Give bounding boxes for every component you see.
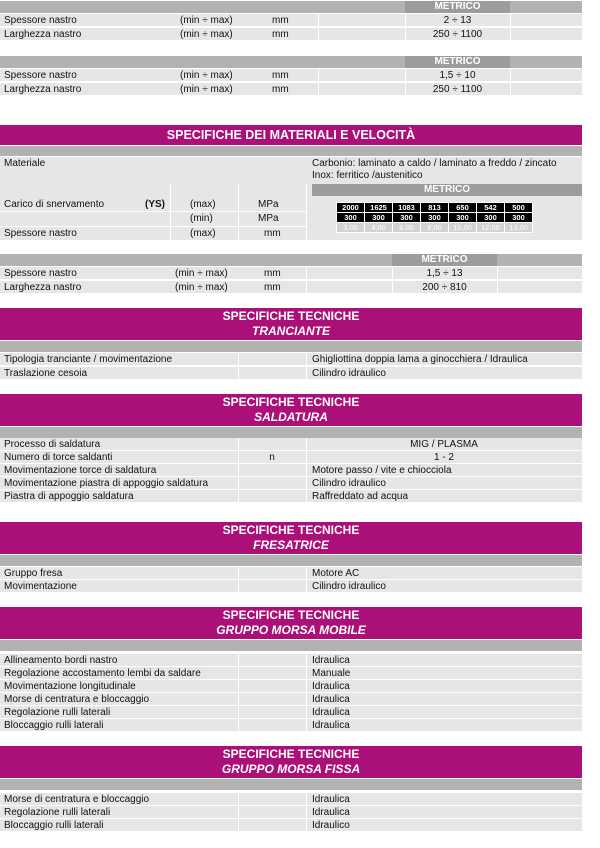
row-label: Regolazione accostamento lembi da saldare xyxy=(4,668,201,679)
ys-max-value: 1083 xyxy=(393,203,421,213)
row-label: Bloccaggio rulli laterali xyxy=(4,720,104,731)
row-label: Regolazione rulli laterali xyxy=(4,807,111,818)
fresatrice-section-title: SPECIFICHE TECNICHE FRESATRICE xyxy=(0,522,582,554)
table-row xyxy=(0,667,582,680)
row-value: Idraulico xyxy=(312,820,350,831)
row-unit: mm xyxy=(272,70,289,81)
ys-max-value: 2000 xyxy=(337,203,365,213)
row-value: 250 ÷ 1100 xyxy=(432,84,483,95)
row-range: (min ÷ max) xyxy=(180,70,233,81)
row-label: Movimentazione piastra di appoggio saldatura xyxy=(4,478,209,489)
row-value: 1 - 2 xyxy=(433,452,454,463)
table-row xyxy=(0,367,582,380)
saldatura-subheader-bar xyxy=(0,427,582,438)
tranciante-section-title: SPECIFICHE TECNICHE TRANCIANTE xyxy=(0,308,582,340)
row-value: Idraulica xyxy=(312,807,350,818)
ys-block xyxy=(0,184,582,240)
block2-header-bar xyxy=(0,56,582,68)
ys-abbr: (YS) xyxy=(145,199,165,210)
ys-min-value: 300 xyxy=(505,213,533,223)
row-label: Piastra di appoggio saldatura xyxy=(4,491,134,502)
table-row xyxy=(0,69,582,82)
table-row xyxy=(0,267,582,280)
row-unit: mm xyxy=(264,282,281,293)
row-unit: n xyxy=(269,452,275,463)
row-value: 250 ÷ 1100 xyxy=(432,29,483,40)
row-range: (min ÷ max) xyxy=(175,282,228,293)
morsa-fissa-section-title: SPECIFICHE TECNICHE GRUPPO MORSA FISSA xyxy=(0,746,582,778)
row-unit: mm xyxy=(272,84,289,95)
block2-metrico-label: METRICO xyxy=(405,56,510,68)
row-range: (min ÷ max) xyxy=(180,84,233,95)
table-row xyxy=(0,806,582,819)
row-label: Morse di centratura e bloccaggio xyxy=(4,694,150,705)
table-row xyxy=(0,719,582,732)
row-value: Cilindro idraulico xyxy=(312,581,386,592)
thickness-value: 6,00 xyxy=(393,223,421,233)
material-row xyxy=(0,157,582,184)
row-value: Idraulica xyxy=(312,707,350,718)
row-value: Idraulica xyxy=(312,794,350,805)
morsa-fissa-subheader-bar xyxy=(0,779,582,790)
row-label: Movimentazione torce di saldatura xyxy=(4,465,157,476)
material-label: Materiale xyxy=(4,158,46,169)
table-row xyxy=(0,567,582,580)
row-unit: mm xyxy=(272,29,289,40)
row-value: MIG / PLASMA xyxy=(410,439,478,450)
row-value: Idraulica xyxy=(312,720,350,731)
thickness-label: Spessore nastro xyxy=(4,228,77,239)
ys-max-value: 813 xyxy=(421,203,449,213)
table-row xyxy=(0,451,582,464)
row-value: Cilindro idraulico xyxy=(312,368,386,379)
row-label: Larghezza nastro xyxy=(4,84,82,95)
table-row xyxy=(0,28,582,41)
table-row xyxy=(0,464,582,477)
table-row xyxy=(0,477,582,490)
ys-min-value: 300 xyxy=(365,213,393,223)
thickness-value: 4,00 xyxy=(365,223,393,233)
tranciante-subheader-bar xyxy=(0,341,582,352)
row-label: Numero di torce saldanti xyxy=(4,452,113,463)
ys-max-value: 1625 xyxy=(365,203,393,213)
table-row xyxy=(0,793,582,806)
thickness-unit: mm xyxy=(264,228,281,239)
block1-header-bar xyxy=(0,1,582,13)
ys-max-value: 542 xyxy=(477,203,505,213)
row-value: Motore passo / vite e chiocciola xyxy=(312,465,452,476)
materials-section-title: SPECIFICHE DEI MATERIALI E VELOCITÀ xyxy=(0,125,582,145)
row-label: Spessore nastro xyxy=(4,268,77,279)
block3-header-bar xyxy=(0,254,582,266)
row-label: Bloccaggio rulli laterali xyxy=(4,820,104,831)
row-value: Idraulica xyxy=(312,655,350,666)
row-unit: mm xyxy=(264,268,281,279)
row-label: Allineamento bordi nastro xyxy=(4,655,118,666)
thickness-value: 12,00 xyxy=(477,223,505,233)
table-row xyxy=(0,490,582,503)
row-label: Spessore nastro xyxy=(4,70,77,81)
ys-min-value: 300 xyxy=(449,213,477,223)
materials-subheader-bar xyxy=(0,146,582,156)
row-label: Regolazione rulli laterali xyxy=(4,707,111,718)
row-value: 1,5 ÷ 10 xyxy=(439,70,476,81)
row-value: Idraulica xyxy=(312,694,350,705)
row-label: Spessore nastro xyxy=(4,15,77,26)
row-value: Cilindro idraulico xyxy=(312,478,386,489)
ys-max-value: 500 xyxy=(505,203,533,213)
table-row xyxy=(0,654,582,667)
table-row xyxy=(0,14,582,27)
row-label: Traslazione cesoia xyxy=(4,368,88,379)
fresatrice-subheader-bar xyxy=(0,555,582,566)
thickness-value: 8,00 xyxy=(421,223,449,233)
ys-unit-max: MPa xyxy=(258,199,279,210)
material-value-inox: Inox: ferritico /austenitico xyxy=(312,170,423,181)
table-row xyxy=(0,693,582,706)
row-value: Motore AC xyxy=(312,568,360,579)
ys-max-value: 650 xyxy=(449,203,477,213)
morsa-mobile-section-title: SPECIFICHE TECNICHE GRUPPO MORSA MOBILE xyxy=(0,607,582,639)
table-row xyxy=(0,281,582,294)
morsa-mobile-subheader-bar xyxy=(0,640,582,651)
row-range: (min ÷ max) xyxy=(175,268,228,279)
row-value: Ghigliottina doppia lama a ginocchiera / Idraulica xyxy=(312,354,528,365)
table-row xyxy=(0,706,582,719)
row-unit: mm xyxy=(272,15,289,26)
row-label: Morse di centratura e bloccaggio xyxy=(4,794,150,805)
row-value: 200 ÷ 810 xyxy=(422,282,467,293)
ys-min-value: 300 xyxy=(421,213,449,223)
ys-metrico-header: METRICO xyxy=(312,184,582,196)
row-label: Gruppo fresa xyxy=(4,568,63,579)
thickness-value: 3,00 xyxy=(337,223,365,233)
row-label: Movimentazione xyxy=(4,581,77,592)
row-label: Movimentazione longitudinale xyxy=(4,681,136,692)
material-value-carbon: Carbonio: laminato a caldo / laminato a freddo / zincato xyxy=(312,158,557,169)
table-row xyxy=(0,580,582,593)
row-label: Processo di saldatura xyxy=(4,439,101,450)
ys-min-value: 300 xyxy=(337,213,365,223)
row-value: 2 ÷ 13 xyxy=(443,15,472,26)
table-row xyxy=(0,83,582,96)
thickness-value: 10,00 xyxy=(449,223,477,233)
ys-value-table xyxy=(336,202,533,233)
row-range: (min ÷ max) xyxy=(180,29,233,40)
row-value: 1,5 ÷ 13 xyxy=(426,268,463,279)
row-label: Tipologia tranciante / movimentazione xyxy=(4,354,173,365)
saldatura-section-title: SPECIFICHE TECNICHE SALDATURA xyxy=(0,394,582,426)
block1-metrico-label: METRICO xyxy=(405,1,510,13)
table-row xyxy=(0,438,582,451)
ys-min-value: 300 xyxy=(477,213,505,223)
row-range: (min ÷ max) xyxy=(180,15,233,26)
ys-label: Carico di snervamento xyxy=(4,199,105,210)
block3-metrico-label: METRICO xyxy=(392,254,497,266)
row-value: Manuale xyxy=(312,668,351,679)
table-row xyxy=(0,680,582,693)
row-label: Larghezza nastro xyxy=(4,29,82,40)
ys-min-value: 300 xyxy=(393,213,421,223)
row-value: Raffreddato ad acqua xyxy=(312,491,409,502)
thickness-max: (max) xyxy=(190,228,216,239)
row-value: Idraulica xyxy=(312,681,350,692)
table-row xyxy=(0,353,582,366)
ys-unit-min: MPa xyxy=(258,213,279,224)
row-label: Larghezza nastro xyxy=(4,282,82,293)
thickness-value: 13,00 xyxy=(505,223,533,233)
ys-max: (max) xyxy=(190,199,216,210)
ys-min: (min) xyxy=(190,213,213,224)
table-row xyxy=(0,819,582,832)
